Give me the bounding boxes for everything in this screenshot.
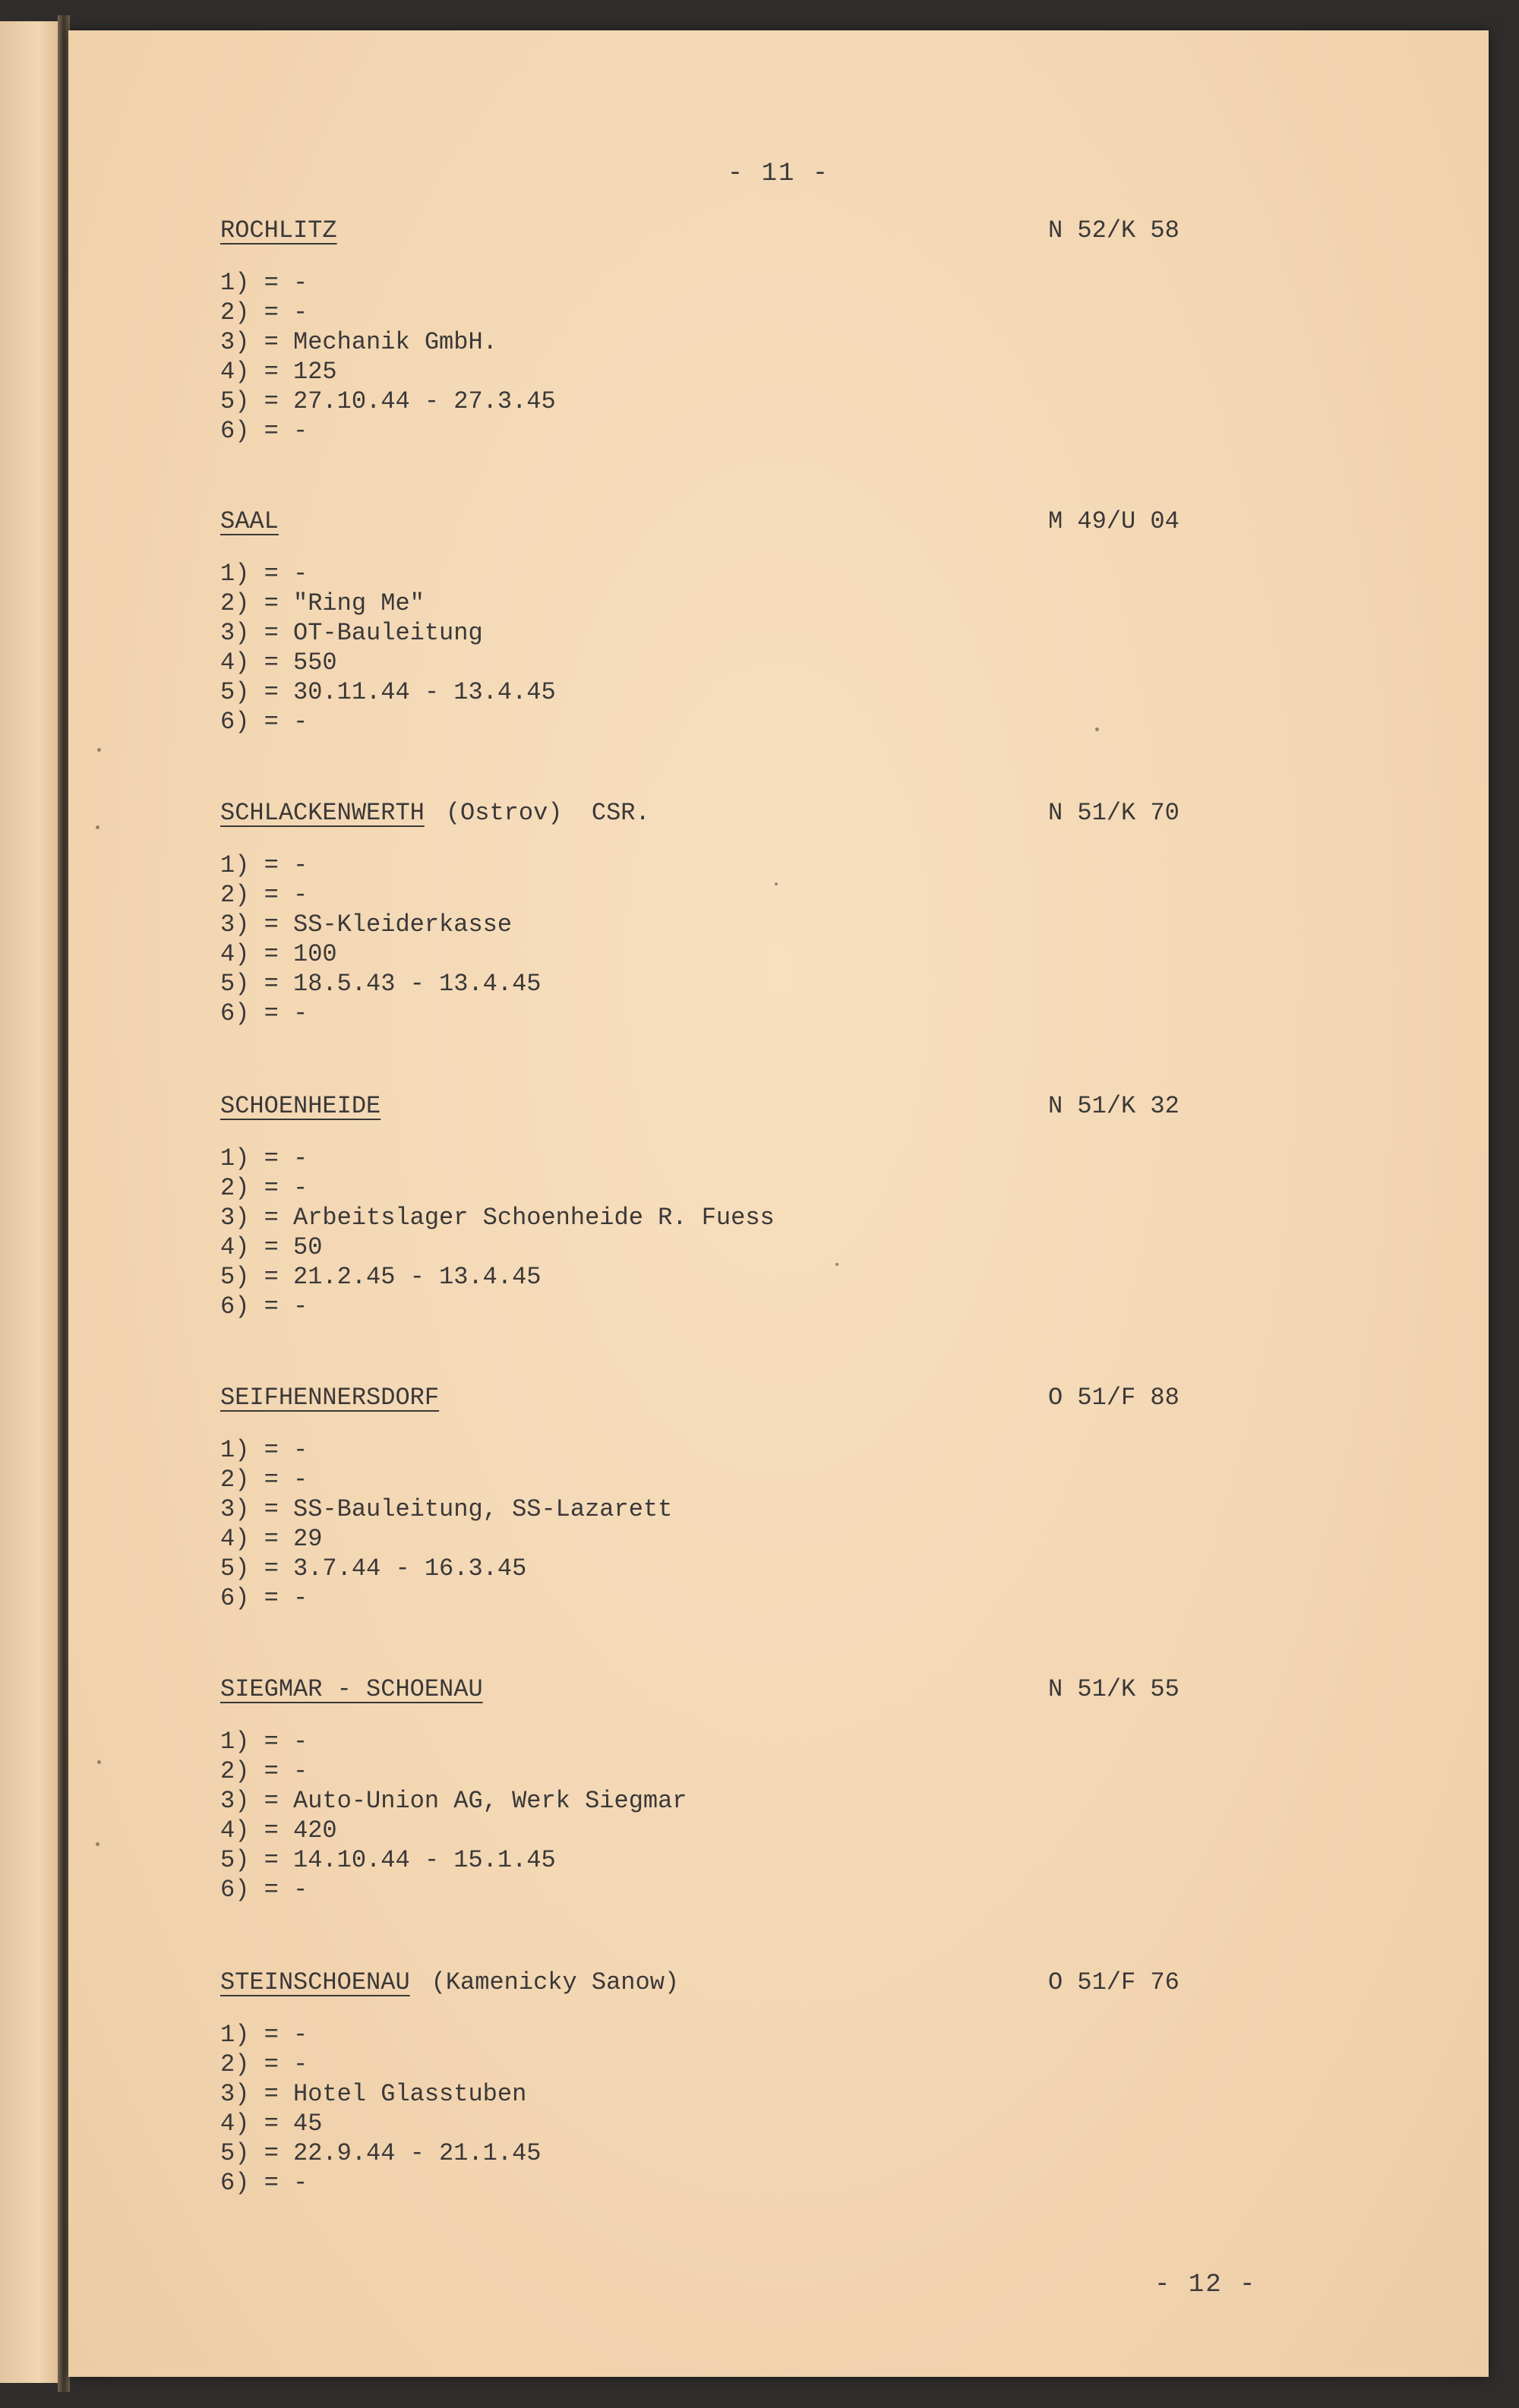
- detail-line-3: 3) = Mechanik GmbH.: [220, 328, 497, 356]
- entry-place-note: (Kamenicky Sanow): [431, 1968, 680, 1996]
- detail-line-3: 3) = Auto-Union AG, Werk Siegmar: [220, 1787, 687, 1815]
- entry-grid-reference: N 51/K 32: [1048, 1092, 1180, 1120]
- detail-line-3: 3) = OT-Bauleitung: [220, 619, 483, 647]
- entry-details: [220, 268, 556, 446]
- entry-grid-reference: M 49/U 04: [1048, 507, 1180, 535]
- detail-line-1: 1) = -: [220, 1728, 308, 1756]
- detail-line-5: 5) = 30.11.44 - 13.4.45: [220, 678, 556, 706]
- entry-steinschoenau: [220, 1968, 1360, 2227]
- entry-heading: [220, 799, 650, 827]
- detail-line-2: 2) = -: [220, 1466, 308, 1494]
- entry-rochlitz: [220, 216, 1360, 475]
- detail-line-1: 1) = -: [220, 1144, 308, 1172]
- detail-line-5: 5) = 21.2.45 - 13.4.45: [220, 1263, 542, 1291]
- entry-seifhennersdorf: [220, 1384, 1360, 1642]
- entry-details: [220, 1727, 687, 1905]
- detail-line-1: 1) = -: [220, 560, 308, 588]
- paper-speck: [96, 825, 99, 829]
- detail-line-1: 1) = -: [220, 1436, 308, 1464]
- document-page: [68, 30, 1489, 2377]
- detail-line-6: 6) = -: [220, 708, 308, 736]
- entry-grid-reference: N 52/K 58: [1048, 216, 1180, 245]
- entry-heading: [220, 216, 337, 245]
- paper-speck: [835, 1263, 838, 1266]
- detail-line-5: 5) = 14.10.44 - 15.1.45: [220, 1846, 556, 1874]
- entry-grid-reference: N 51/K 70: [1048, 799, 1180, 827]
- detail-line-6: 6) = -: [220, 999, 308, 1027]
- detail-line-2: 2) = -: [220, 2050, 308, 2078]
- entry-details: [220, 1144, 775, 1321]
- entry-details: [220, 851, 541, 1028]
- paper-speck: [775, 882, 778, 885]
- entry-heading: [220, 1968, 679, 1996]
- detail-line-5: 5) = 27.10.44 - 27.3.45: [220, 387, 556, 415]
- detail-line-5: 5) = 22.9.44 - 21.1.45: [220, 2139, 542, 2167]
- detail-line-4: 4) = 29: [220, 1525, 323, 1553]
- entry-heading: [220, 1384, 439, 1412]
- detail-line-4: 4) = 420: [220, 1816, 337, 1845]
- entry-details: [220, 2020, 541, 2198]
- detail-line-3: 3) = SS-Kleiderkasse: [220, 910, 513, 939]
- detail-line-6: 6) = -: [220, 2169, 308, 2197]
- detail-line-4: 4) = 125: [220, 358, 337, 386]
- detail-line-4: 4) = 50: [220, 1233, 323, 1261]
- paper-speck: [97, 748, 101, 752]
- entry-details: [220, 559, 556, 737]
- detail-line-5: 5) = 3.7.44 - 16.3.45: [220, 1554, 527, 1583]
- entry-place-name: SIEGMAR - SCHOENAU: [220, 1675, 483, 1703]
- detail-line-6: 6) = -: [220, 1584, 308, 1612]
- entry-heading: [220, 1092, 381, 1120]
- entry-place-name: STEINSCHOENAU: [220, 1968, 410, 1996]
- paper-speck: [97, 1760, 101, 1764]
- entry-place-name: ROCHLITZ: [220, 216, 337, 245]
- page-number-bottom: - 12 -: [1154, 2271, 1257, 2299]
- entry-heading: [220, 1675, 483, 1703]
- detail-line-2: 2) = -: [220, 1757, 308, 1785]
- detail-line-3: 3) = Hotel Glasstuben: [220, 2080, 527, 2108]
- detail-line-1: 1) = -: [220, 851, 308, 879]
- entry-siegmar-schoenau: [220, 1675, 1360, 1933]
- entry-place-note: (Ostrov) CSR.: [445, 799, 650, 827]
- entry-grid-reference: O 51/F 88: [1048, 1384, 1180, 1412]
- entry-place-name: SCHOENHEIDE: [220, 1092, 381, 1120]
- entry-schlackenwerth: [220, 799, 1360, 1057]
- detail-line-6: 6) = -: [220, 417, 308, 445]
- detail-line-1: 1) = -: [220, 2021, 308, 2049]
- entry-grid-reference: O 51/F 76: [1048, 1968, 1180, 1996]
- detail-line-4: 4) = 550: [220, 649, 337, 677]
- detail-line-1: 1) = -: [220, 269, 308, 297]
- detail-line-3: 3) = Arbeitslager Schoenheide R. Fuess: [220, 1204, 775, 1232]
- entry-details: [220, 1435, 672, 1613]
- detail-line-2: 2) = "Ring Me": [220, 589, 425, 617]
- detail-line-6: 6) = -: [220, 1292, 308, 1321]
- detail-line-2: 2) = -: [220, 1174, 308, 1202]
- entry-place-name: SAAL: [220, 507, 279, 535]
- detail-line-4: 4) = 100: [220, 940, 337, 968]
- entry-saal: [220, 507, 1360, 765]
- entry-heading: [220, 507, 279, 535]
- detail-line-6: 6) = -: [220, 1876, 308, 1904]
- entry-place-name: SEIFHENNERSDORF: [220, 1384, 440, 1412]
- entry-place-name: SCHLACKENWERTH: [220, 799, 425, 827]
- entry-schoenheide: [220, 1092, 1360, 1350]
- facing-page-edge: [0, 21, 64, 2383]
- detail-line-2: 2) = -: [220, 298, 308, 327]
- paper-speck: [1095, 727, 1099, 731]
- detail-line-3: 3) = SS-Bauleitung, SS-Lazarett: [220, 1495, 673, 1523]
- detail-line-5: 5) = 18.5.43 - 13.4.45: [220, 970, 542, 998]
- paper-speck: [96, 1842, 99, 1846]
- page-number-top: - 11 -: [727, 159, 830, 188]
- detail-line-2: 2) = -: [220, 881, 308, 909]
- entry-grid-reference: N 51/K 55: [1048, 1675, 1180, 1703]
- detail-line-4: 4) = 45: [220, 2110, 323, 2138]
